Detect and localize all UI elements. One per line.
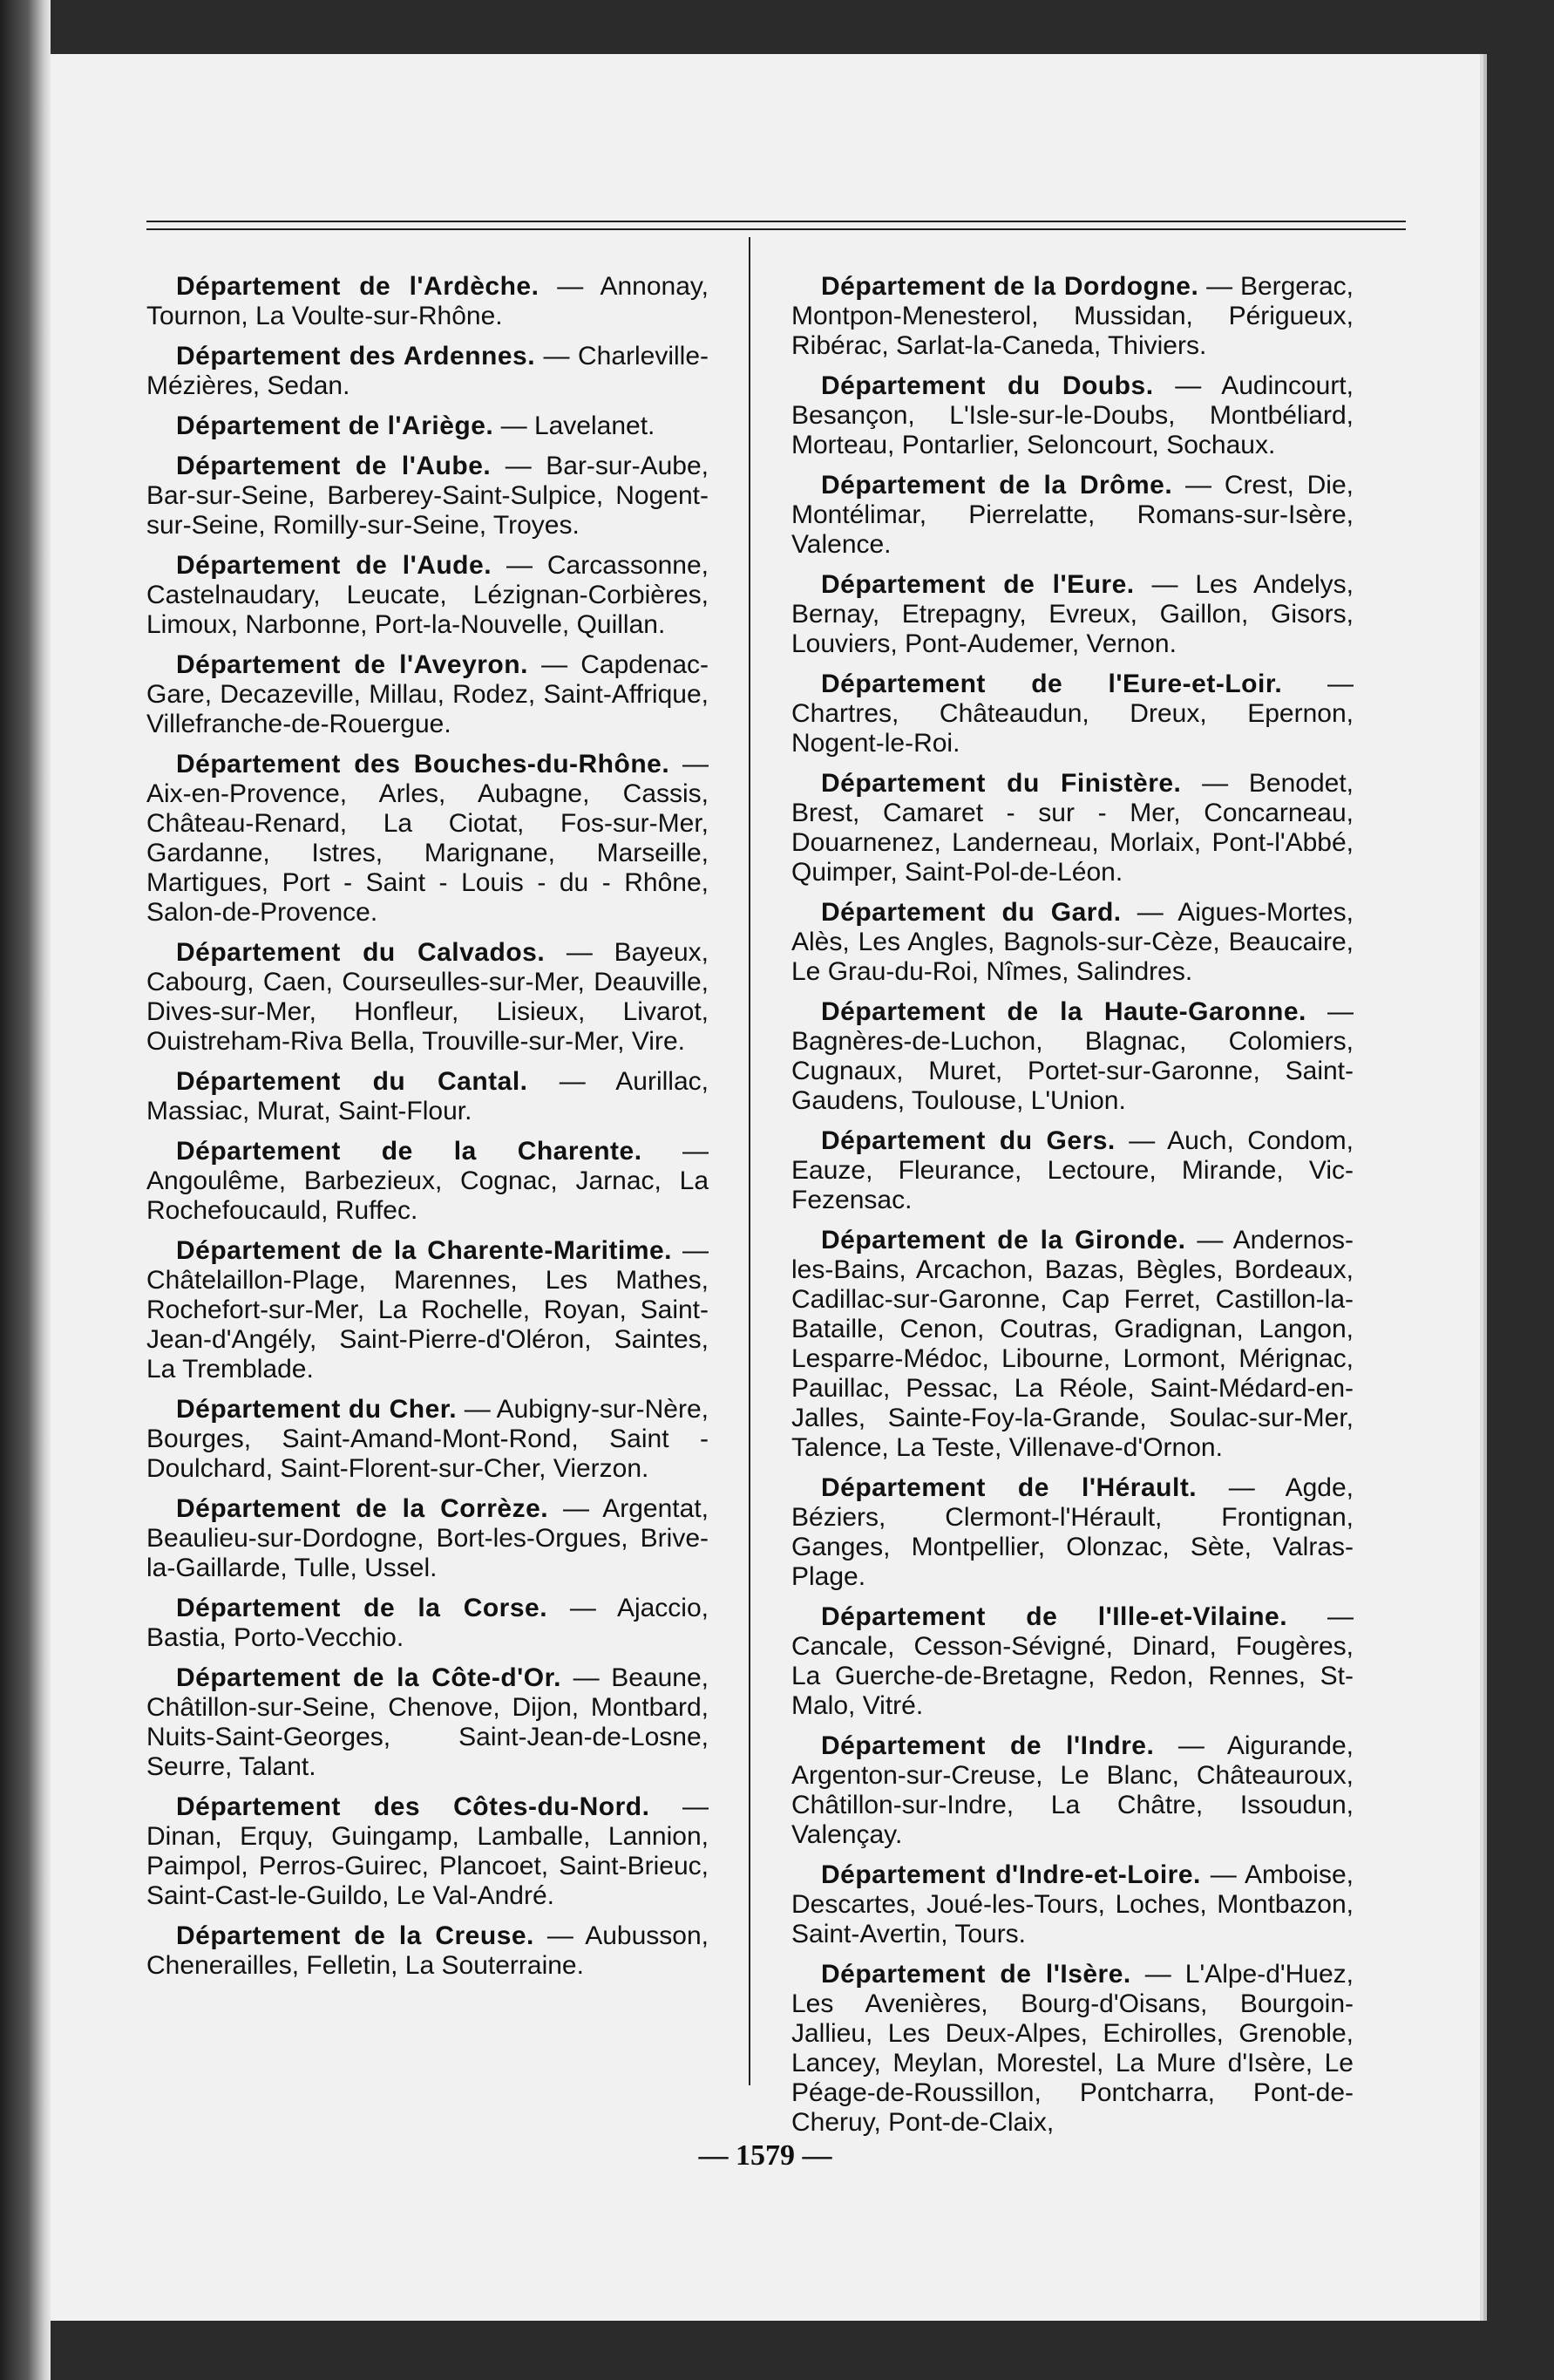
- em-dash-separator: —: [546, 1921, 573, 1950]
- department-name: Département de l'Indre.: [821, 1731, 1155, 1760]
- department-entry: [146, 650, 709, 739]
- em-dash-separator: —: [1327, 997, 1354, 1026]
- em-dash-separator: —: [1202, 769, 1229, 798]
- department-name: Département de la Côte-d'Or.: [176, 1663, 561, 1692]
- department-entry: [146, 938, 709, 1057]
- em-dash-separator: —: [1327, 1602, 1354, 1631]
- department-name: Département de l'Aude.: [176, 551, 492, 580]
- town-list: Beaune, Châtillon-sur-Seine, Chenove, Dijon, Montbard, Nuits-Saint-Georges, Saint-Jean-de-Losne, Seurre, Talant.: [146, 1663, 709, 1781]
- book-spine-left-page: [0, 0, 51, 2380]
- department-name: Département de la Drôme.: [821, 471, 1173, 500]
- department-entry: [791, 1126, 1354, 1215]
- department-entry: [146, 1395, 709, 1484]
- department-name: Département de la Dordogne.: [821, 272, 1199, 301]
- town-list: Annonay, Tournon, La Voulte-sur-Rhône.: [146, 272, 709, 330]
- town-list: Aigurande, Argenton-sur-Creuse, Le Blanc, Châteauroux, Châtillon-sur-Indre, La Châtre, Issoudun, Valençay.: [791, 1731, 1354, 1849]
- em-dash-separator: —: [1210, 1860, 1237, 1889]
- department-entry: [146, 272, 709, 331]
- em-dash-separator: —: [682, 1236, 709, 1265]
- department-name: Département de l'Eure-et-Loir.: [821, 670, 1283, 698]
- em-dash-separator: —: [557, 272, 584, 301]
- em-dash-separator: —: [1327, 670, 1354, 698]
- department-name: Département de la Gironde.: [821, 1226, 1186, 1255]
- em-dash-separator: —: [573, 1663, 600, 1692]
- em-dash-separator: —: [464, 1395, 491, 1424]
- em-dash-separator: —: [543, 342, 570, 371]
- em-dash-separator: —: [541, 650, 568, 679]
- town-list: Bergerac, Montpon-Menesterol, Mussidan, Périgueux, Ribérac, Sarlat-la-Caneda, Thiviers.: [791, 272, 1354, 360]
- town-list: Aigues-Mortes, Alès, Les Angles, Bagnols-sur-Cèze, Beaucaire, Le Grau-du-Roi, Nîmes, Salindres.: [791, 898, 1354, 986]
- department-name: Département du Gers.: [821, 1126, 1116, 1155]
- town-list: Andernos-les-Bains, Arcachon, Bazas, Bègles, Bordeaux, Cadillac-sur-Garonne, Cap Ferret, Castillon-la-Bataille, Cenon, Coutras, Gradignan, Langon, Lesparre-Médoc, Libourne, Lormont, Mérignac, Pauillac, Pessac, La Réole, Saint-Médard-en-Jalles, Sainte-Foy-la-Grande, Soulac-sur-Mer, Talence, La Teste, Villenave-d'Ornon.: [791, 1226, 1354, 1462]
- department-name: Département du Doubs.: [821, 371, 1154, 400]
- town-list: Amboise, Descartes, Joué-les-Tours, Loches, Montbazon, Saint-Avertin, Tours.: [791, 1860, 1354, 1948]
- town-list: Charleville-Mézières, Sedan.: [146, 342, 709, 400]
- department-entry: [791, 371, 1354, 460]
- em-dash-separator: —: [1206, 272, 1233, 301]
- town-list: Aubigny-sur-Nère, Bourges, Saint-Amand-Mont-Rond, Saint - Doulchard, Saint-Florent-sur-Cher, Vierzon.: [146, 1395, 709, 1483]
- department-name: Département de la Creuse.: [176, 1921, 534, 1950]
- town-list: Benodet, Brest, Camaret - sur - Mer, Concarneau, Douarnenez, Landerneau, Morlaix, Pont-l'Abbé, Quimper, Saint-Pol-de-Léon.: [791, 769, 1354, 887]
- department-entry: [146, 1137, 709, 1226]
- em-dash-separator: —: [1197, 1226, 1224, 1255]
- department-name: Département du Finistère.: [821, 769, 1182, 798]
- department-name: Département de la Charente.: [176, 1137, 642, 1166]
- town-list: Chartres, Châteaudun, Dreux, Epernon, Nogent-le-Roi.: [791, 699, 1354, 758]
- department-entry: [791, 1602, 1354, 1721]
- em-dash-separator: —: [1175, 371, 1202, 400]
- department-entry: [791, 997, 1354, 1116]
- department-name: Département de l'Ille-et-Vilaine.: [821, 1602, 1288, 1631]
- department-name: Département d'Indre-et-Loire.: [821, 1860, 1201, 1889]
- department-name: Département des Bouches-du-Rhône.: [176, 750, 670, 779]
- department-name: Département de l'Aube.: [176, 452, 492, 480]
- em-dash-separator: —: [1185, 471, 1212, 500]
- town-list: Ajaccio, Bastia, Porto-Vecchio.: [146, 1594, 709, 1652]
- department-entry: [146, 1921, 709, 1981]
- department-name: Département de la Corse.: [176, 1594, 548, 1622]
- right-column: [791, 272, 1354, 2148]
- department-name: Département de l'Hérault.: [821, 1473, 1198, 1502]
- em-dash-separator: —: [566, 938, 593, 967]
- town-list: Aubusson, Chenerailles, Felletin, La Souterraine.: [146, 1921, 709, 1980]
- department-entry: [146, 1067, 709, 1126]
- town-list: Auch, Condom, Eauze, Fleurance, Lectoure, Mirande, Vic-Fezensac.: [791, 1126, 1354, 1214]
- em-dash-separator: —: [682, 1792, 709, 1821]
- department-name: Département de la Charente-Maritime.: [176, 1236, 673, 1265]
- department-entry: [791, 670, 1354, 758]
- town-list: Lavelanet.: [533, 411, 655, 440]
- department-name: Département des Ardennes.: [176, 342, 536, 371]
- department-entry: [146, 1236, 709, 1384]
- town-list: Carcassonne, Castelnaudary, Leucate, Lézignan-Corbières, Limoux, Narbonne, Port-la-Nouvelle, Quillan.: [146, 551, 709, 639]
- department-entry: [146, 1594, 709, 1653]
- town-list: Cancale, Cesson-Sévigné, Dinard, Fougères, La Guerche-de-Bretagne, Redon, Rennes, St-Malo, Vitré.: [791, 1632, 1354, 1720]
- town-list: Les Andelys, Bernay, Etrepagny, Evreux, Gaillon, Gisors, Louviers, Pont-Audemer, Vernon.: [791, 570, 1354, 658]
- top-rule-double: [146, 228, 1406, 230]
- department-name: Département de l'Ariège.: [176, 411, 494, 440]
- em-dash-separator: —: [559, 1067, 586, 1096]
- department-entry: [791, 1473, 1354, 1592]
- town-list: Agde, Béziers, Clermont-l'Hérault, Frontignan, Ganges, Montpellier, Olonzac, Sète, Valras-Plage.: [791, 1473, 1354, 1591]
- em-dash-separator: —: [1144, 1960, 1171, 1989]
- top-rule: [146, 221, 1406, 222]
- department-name: Département des Côtes-du-Nord.: [176, 1792, 650, 1821]
- em-dash-separator: —: [1151, 570, 1178, 599]
- department-entry: [146, 1792, 709, 1911]
- town-list: Audincourt, Besançon, L'Isle-sur-le-Doubs, Montbéliard, Morteau, Pontarlier, Seloncourt, Sochaux.: [791, 371, 1354, 459]
- department-name: Département de l'Eure.: [821, 570, 1135, 599]
- department-name: Département du Cher.: [176, 1395, 458, 1424]
- department-name: Département du Gard.: [821, 898, 1122, 927]
- department-entry: [791, 471, 1354, 560]
- em-dash-separator: —: [1177, 1731, 1205, 1760]
- em-dash-separator: —: [682, 1137, 709, 1166]
- department-name: Département du Cantal.: [176, 1067, 528, 1096]
- department-entry: [791, 570, 1354, 659]
- department-entry: [791, 1960, 1354, 2138]
- em-dash-separator: —: [1137, 898, 1164, 927]
- page-number: — 1579 —: [698, 2139, 832, 2172]
- department-entry: [146, 452, 709, 541]
- em-dash-separator: —: [1228, 1473, 1255, 1502]
- em-dash-separator: —: [682, 750, 709, 779]
- town-list: Aurillac, Massiac, Murat, Saint-Flour.: [146, 1067, 709, 1125]
- town-list: Angoulême, Barbezieux, Cognac, Jarnac, La Rochefoucauld, Ruffec.: [146, 1166, 709, 1225]
- department-name: Département de la Corrèze.: [176, 1494, 549, 1523]
- town-list: Bayeux, Cabourg, Caen, Courseulles-sur-Mer, Deauville, Dives-sur-Mer, Honfleur, Lisieux, Livarot, Ouistreham-Riva Bella, Trouville-sur-Mer, Vire.: [146, 938, 709, 1056]
- department-entry: [791, 1226, 1354, 1463]
- column-divider: [749, 237, 750, 2085]
- em-dash-separator: —: [505, 452, 532, 480]
- department-entry: [791, 898, 1354, 987]
- town-list: Dinan, Erquy, Guingamp, Lamballe, Lannion, Paimpol, Perros-Guirec, Plancoet, Saint-Brieuc, Saint-Cast-le-Guildo, Le Val-André.: [146, 1822, 709, 1910]
- em-dash-separator: —: [506, 551, 533, 580]
- em-dash-separator: —: [500, 411, 527, 440]
- town-list: Argentat, Beaulieu-sur-Dordogne, Bort-les-Orgues, Brive-la-Gaillarde, Tulle, Ussel.: [146, 1494, 709, 1582]
- department-entry: [146, 551, 709, 640]
- department-entry: [146, 411, 709, 441]
- department-name: Département de l'Aveyron.: [176, 650, 528, 679]
- town-list: Capdenac-Gare, Decazeville, Millau, Rodez, Saint-Affrique, Villefranche-de-Rouergue.: [146, 650, 709, 738]
- department-name: Département de l'Ardèche.: [176, 272, 539, 301]
- left-column: [146, 272, 709, 1991]
- town-list: Bar-sur-Aube, Bar-sur-Seine, Barberey-Saint-Sulpice, Nogent-sur-Seine, Romilly-sur-Seine, Troyes.: [146, 452, 709, 540]
- department-entry: [791, 272, 1354, 361]
- book-page: [51, 54, 1480, 2321]
- town-list: Bagnères-de-Luchon, Blagnac, Colomiers, Cugnaux, Muret, Portet-sur-Garonne, Saint-Gaudens, Toulouse, L'Union.: [791, 1027, 1354, 1115]
- department-entry: [791, 1731, 1354, 1850]
- department-entry: [791, 1860, 1354, 1949]
- town-list: Crest, Die, Montélimar, Pierrelatte, Romans-sur-Isère, Valence.: [791, 471, 1354, 559]
- department-name: Département de la Haute-Garonne.: [821, 997, 1306, 1026]
- department-entry: [146, 750, 709, 928]
- department-name: Département de l'Isère.: [821, 1960, 1131, 1989]
- town-list: Aix-en-Provence, Arles, Aubagne, Cassis, Château-Renard, La Ciotat, Fos-sur-Mer, Gardanne, Istres, Marignane, Marseille, Martigues, Port - Saint - Louis - du - Rhône, Salon-de-Provence.: [146, 779, 709, 927]
- em-dash-separator: —: [1129, 1126, 1156, 1155]
- town-list: Châtelaillon-Plage, Marennes, Les Mathes, Rochefort-sur-Mer, La Rochelle, Royan, Saint-Jean-d'Angély, Saint-Pierre-d'Oléron, Saintes, La Tremblade.: [146, 1266, 709, 1384]
- department-entry: [146, 342, 709, 401]
- town-list: L'Alpe-d'Huez, Les Avenières, Bourg-d'Oisans, Bourgoin-Jallieu, Les Deux-Alpes, Echirolles, Grenoble, Lancey, Meylan, Morestel, La Mure d'Isère, Le Péage-de-Roussillon, Pontcharra, Pont-de-Cheruy, Pont-de-Claix,: [791, 1960, 1354, 2137]
- em-dash-separator: —: [563, 1494, 590, 1523]
- em-dash-separator: —: [569, 1594, 596, 1622]
- department-entry: [146, 1494, 709, 1583]
- department-entry: [791, 769, 1354, 887]
- department-entry: [146, 1663, 709, 1782]
- department-name: Département du Calvados.: [176, 938, 546, 967]
